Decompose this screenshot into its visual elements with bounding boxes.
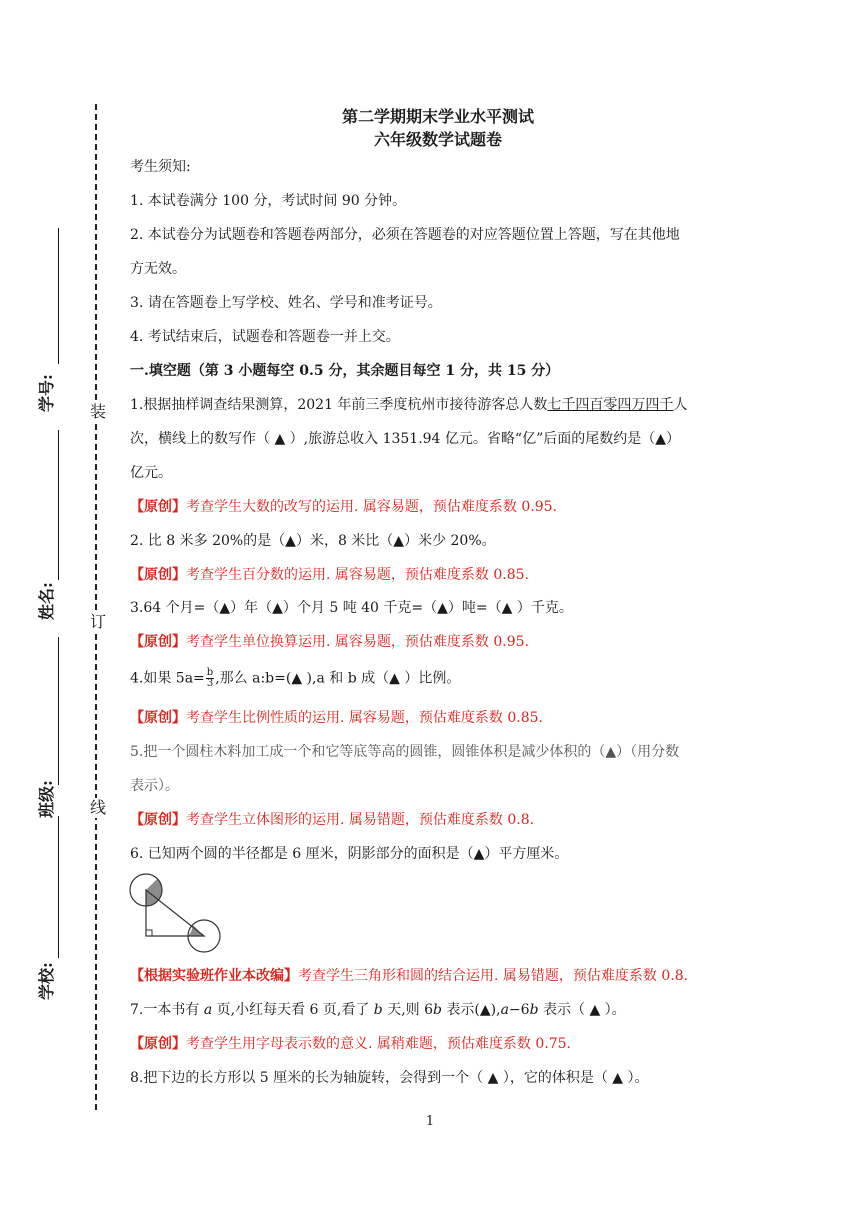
name-label: 姓名:: [37, 582, 56, 620]
q1-annotation: [130, 497, 750, 517]
student-id-blank: [58, 228, 59, 364]
question-6: 6. 已知两个圆的半径都是 6 厘米，阴影部分的面积是（▲）平方厘米。: [130, 846, 569, 862]
question-4: [130, 668, 750, 689]
circles-triangle-figure: [128, 872, 228, 958]
q3-tag: 【原创】: [130, 634, 186, 650]
q2-tag: 【原创】: [130, 567, 186, 583]
q6-annotation: [130, 966, 750, 986]
q1-text-end: 人: [673, 397, 688, 413]
q3-annotation: [130, 632, 750, 652]
binding-dashed-line: [95, 104, 97, 1110]
q7-text-5: −6: [508, 1002, 530, 1018]
q7-text-3: 天,则 6: [382, 1002, 434, 1018]
name-blank: [58, 430, 59, 580]
question-1-line-3: 亿元。: [130, 465, 172, 481]
q4-tag: 【原创】: [130, 710, 186, 726]
q2-annotation: [130, 565, 750, 585]
binding-mark-ding: 订: [89, 612, 106, 631]
q7-var-a: a: [203, 1002, 213, 1018]
question-2: 2. 比 8 米多 20%的是（▲）米，8 米比（▲）米少 20%。: [130, 533, 496, 549]
q7-text-2: 页,小红每天看 6 页,看了: [212, 1002, 374, 1018]
q5-tag: 【原创】: [130, 812, 186, 828]
question-5: 5.把一个圆柱木料加工成一个和它等底等高的圆锥，圆锥体积是减少体积的（▲）（用分数: [130, 744, 680, 760]
page-number: 1: [425, 1114, 435, 1129]
section-heading: 一.填空题（第 3 小题每空 0.5 分，其余题目每空 1 分，共 15 分）: [130, 363, 560, 379]
question-1: [130, 395, 750, 415]
notice-item-4: 4. 考试结束后，试题卷和答题卷一并上交。: [130, 329, 400, 345]
q7-var-b-2: b: [433, 1002, 442, 1018]
q7-var-b: b: [373, 1002, 383, 1018]
notice-item-1: 1. 本试卷满分 100 分，考试时间 90 分钟。: [130, 193, 407, 209]
notice-item-2: 2. 本试卷分为试题卷和答题卷两部分，必须在答题卷的对应答题位置上答题，写在其他地: [130, 227, 680, 243]
exam-title: 第二学期期末学业水平测试: [341, 107, 534, 126]
q7-tag: 【原创】: [130, 1036, 186, 1052]
q4-text: 4.如果 5a=: [130, 670, 205, 687]
q1-note: 考查学生大数的改写的运用. 属容易题，预估难度系数 0.95.: [186, 499, 557, 515]
student-id-label: 学号:: [37, 374, 56, 412]
q4-note: 考查学生比例性质的运用. 属容易题，预估难度系数 0.85.: [186, 710, 543, 726]
notice-item-3: 3. 请在答题卷上写学校、姓名、学号和准考证号。: [130, 295, 442, 311]
q3-note: 考查学生单位换算运用. 属容易题，预估难度系数 0.95.: [186, 634, 529, 650]
q4-annotation: [130, 708, 750, 728]
q7-text-6: 表示（ ▲ ）。: [538, 1002, 626, 1018]
q1-tag: 【原创】: [130, 499, 186, 515]
school-blank: [58, 816, 59, 958]
q4-denominator: 3: [206, 678, 214, 689]
q6-note: 考查学生三角形和圆的结合运用. 属易错题，预估难度系数 0.8.: [298, 968, 689, 984]
q6-tag: 【根据实验班作业本改编】: [130, 968, 298, 984]
q1-underlined-number: 七千四百零四万四千: [547, 397, 674, 413]
q5-note: 考查学生立体图形的运用. 属易错题，预估难度系数 0.8.: [186, 812, 535, 828]
question-1-line-2: 次，横线上的数写作（ ▲ ）,旅游总收入 1351.94 亿元。省略“亿”后面的尾数约是（▲）: [130, 431, 680, 447]
q2-note: 考查学生百分数的运用. 属容易题，预估难度系数 0.85.: [186, 567, 529, 583]
q7-var-a-2: a: [500, 1002, 509, 1018]
class-blank: [58, 637, 59, 785]
class-label: 班级:: [37, 780, 56, 818]
q4-fraction: [206, 668, 214, 689]
notice-item-2-cont: 方无效。: [130, 261, 186, 277]
right-angle-mark: [146, 930, 152, 936]
q4-numerator: b: [206, 667, 214, 678]
school-label: 学校:: [37, 962, 56, 1000]
question-8: 8.把下边的长方形以 5 厘米的长为轴旋转，会得到一个（ ▲ ），它的体积是（ ▲ ）。: [130, 1070, 649, 1086]
q7-var-b-3: b: [529, 1002, 539, 1018]
right-triangle: [146, 890, 204, 936]
question-3: 3.64 个月=（▲）年（▲）个月 5 吨 40 千克=（▲）吨=（▲ ）千克。: [130, 600, 573, 616]
q7-note: 考查学生用字母表示数的意义. 属稍难题，预估难度系数 0.75.: [186, 1036, 571, 1052]
q7-text-4: 表示(▲),: [441, 1002, 501, 1018]
notice-heading: 考生须知:: [130, 159, 191, 175]
exam-subtitle: 六年级数学试题卷: [373, 130, 502, 149]
q7-annotation: [130, 1034, 750, 1054]
q5-annotation: [130, 810, 750, 830]
q7-text-1: 7.一本书有: [130, 1002, 204, 1018]
q1-text: 1.根据抽样调查结果测算，2021 年前三季度杭州市接待游客总人数: [130, 397, 548, 413]
binding-mark-zhuang: 装: [89, 402, 106, 421]
question-5-line-2: 表示）。: [130, 778, 179, 794]
binding-mark-xian: 线: [89, 798, 106, 817]
q4-text-end: ,那么 a:b=(▲ ),a 和 b 成（▲ ）比例。: [215, 670, 461, 687]
question-7: [130, 1000, 750, 1020]
